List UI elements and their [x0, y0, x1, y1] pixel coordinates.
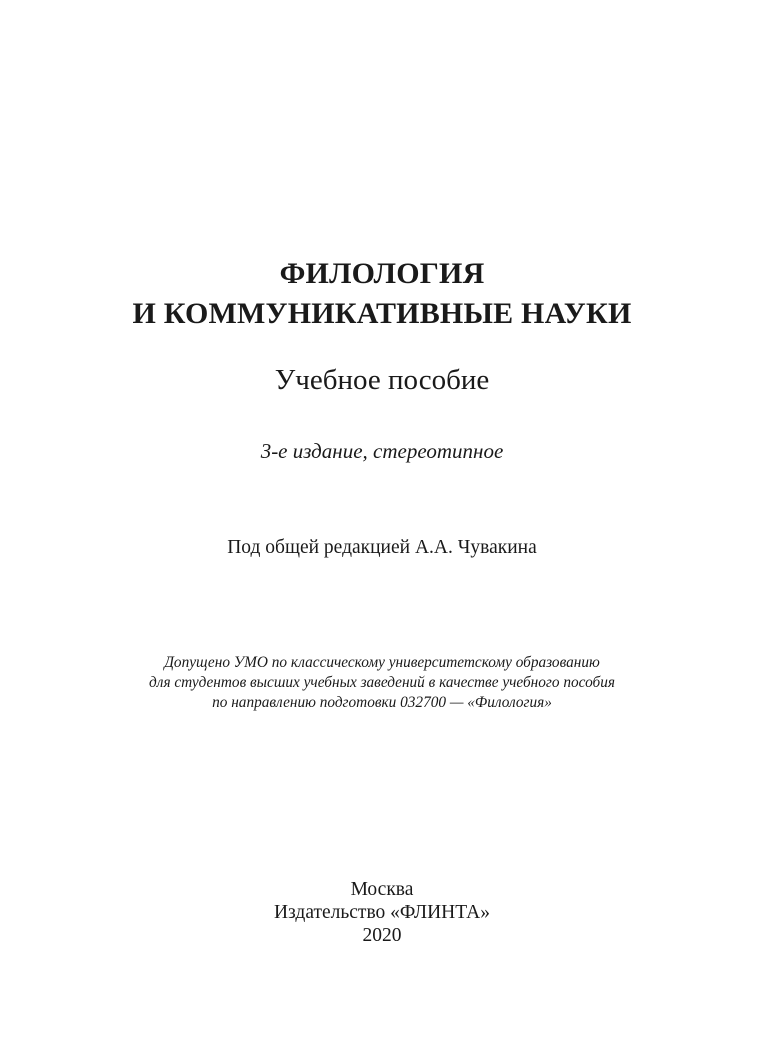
imprint-year: 2020	[362, 925, 402, 946]
book-subtitle: Учебное пособие	[274, 364, 490, 396]
book-title-line-2: И КОММУНИКАТИВНЫЕ НАУКИ	[132, 297, 632, 330]
book-title-line-1: ФИЛОЛОГИЯ	[279, 257, 485, 290]
edition-note: 3-е издание, стереотипное	[260, 439, 504, 463]
editor-credit: Под общей редакцией А.А. Чувакина	[227, 537, 537, 558]
approval-line-3: по направлению подготовки 032700 — «Филология»	[212, 694, 552, 711]
imprint-publisher: Издательство «ФЛИНТА»	[273, 902, 491, 923]
approval-line-2: для студентов высших учебных заведений в качестве учебного пособия	[149, 674, 615, 691]
approval-line-1: Допущено УМО по классическому университетскому образованию	[164, 654, 600, 671]
imprint-city: Москва	[350, 879, 414, 900]
